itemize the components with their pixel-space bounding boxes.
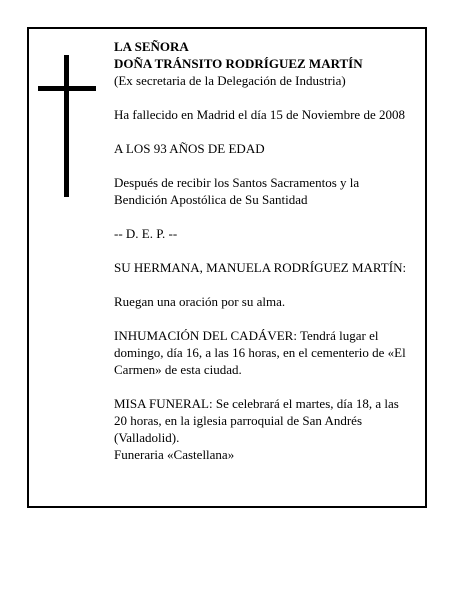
cross-icon-bar <box>38 86 96 91</box>
funeral-home: Funeraria «Castellana» <box>114 447 235 462</box>
subtitle: (Ex secretaria de la Delegación de Industria) <box>114 73 346 88</box>
sacraments-line-1: Después de recibir los Santos Sacramentos y la <box>114 175 360 190</box>
burial-line-2: domingo, día 16, a las 16 horas, en el cementerio de «El <box>114 345 406 360</box>
deceased-name: DOÑA TRÁNSITO RODRÍGUEZ MARTÍN <box>114 56 363 71</box>
obituary-text <box>114 38 426 463</box>
burial-line-1: INHUMACIÓN DEL CADÁVER: Tendrá lugar el <box>114 328 379 343</box>
death-info: Ha fallecido en Madrid el día 15 de Noviembre de 2008 <box>114 107 405 122</box>
sacraments-line-2: Bendición Apostólica de Su Santidad <box>114 192 308 207</box>
mass-line-1: MISA FUNERAL: Se celebrará el martes, día 18, a las <box>114 396 399 411</box>
family: SU HERMANA, MANUELA RODRÍGUEZ MARTÍN: <box>114 260 407 275</box>
cross-icon <box>64 55 69 197</box>
age: A LOS 93 AÑOS DE EDAD <box>114 141 265 156</box>
prayer: Ruegan una oración por su alma. <box>114 294 286 309</box>
mass-line-3: (Valladolid). <box>114 430 180 445</box>
rip: -- D. E. P. -- <box>114 226 178 241</box>
title-line-1: LA SEÑORA <box>114 39 189 54</box>
mass-line-2: 20 horas, en la iglesia parroquial de San Andrés <box>114 413 363 428</box>
burial-line-3: Carmen» de esta ciudad. <box>114 362 242 377</box>
